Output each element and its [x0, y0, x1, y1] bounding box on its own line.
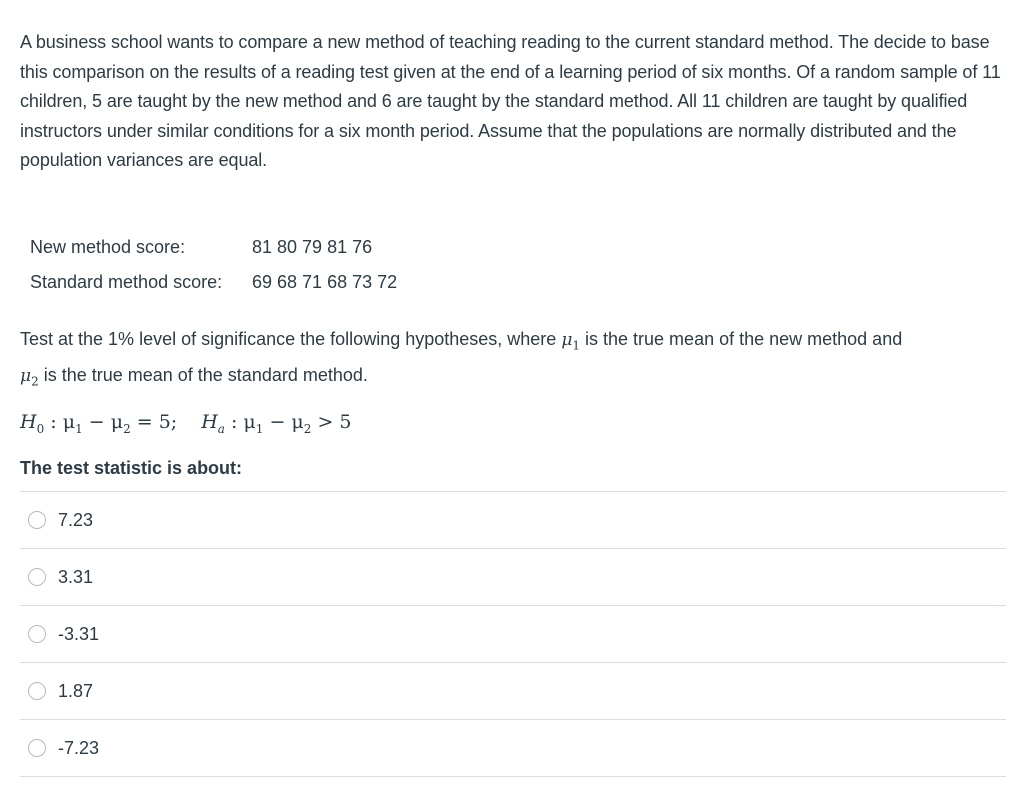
- test-instructions: [20, 324, 1010, 397]
- radio-button[interactable]: [28, 682, 46, 700]
- answer-list: [20, 491, 1006, 777]
- answer-label: -7.23: [58, 737, 100, 758]
- question-prompt: The test statistic is about:: [20, 458, 243, 479]
- hypotheses: [20, 408, 1010, 438]
- answer-label: 3.31: [58, 566, 94, 587]
- radio-button[interactable]: [28, 625, 46, 643]
- answer-label: -3.31: [58, 623, 100, 644]
- answer-option[interactable]: [20, 720, 1006, 777]
- score-values: 81 80 79 81 76: [252, 236, 373, 257]
- score-row-new: [30, 230, 397, 265]
- mu2-symbol: $\mu_2$: [20, 365, 39, 389]
- score-row-standard: [30, 265, 397, 300]
- answer-option[interactable]: [20, 549, 1006, 606]
- null-hypothesis: $H_0$ : $\mu_1 - \mu_2 = 5$;: [20, 410, 178, 436]
- question-intro: A business school wants to compare a new method of teaching reading to the current standard method. The decide to base this comparison on the results of a reading test given at the end of a learning period of six months. Of a random sample of 11 children, 5 are taught by the new method and 6 are taught by the standard method. All 11 children are taught by qualified instructors under similar conditions for a six month period. Assume that the populations are normally distributed and the population variances are equal.: [20, 32, 1001, 170]
- test-text-part3: is the true mean of the standard method.: [38, 364, 368, 385]
- score-label: Standard method score:: [30, 271, 223, 292]
- test-text-part1: Test at the 1% level of significance the following hypotheses, where: [20, 328, 562, 349]
- mu1-symbol: $\mu_1$: [561, 329, 581, 352]
- radio-button[interactable]: [28, 568, 46, 586]
- answer-option[interactable]: [20, 663, 1006, 720]
- alternative-hypothesis: $H_a$ : $\mu_1 - \mu_2 > 5$: [201, 410, 352, 436]
- radio-button[interactable]: [28, 739, 46, 757]
- radio-button[interactable]: [28, 511, 46, 529]
- score-values: 69 68 71 68 73 72: [252, 271, 398, 292]
- question-body: [20, 28, 1010, 479]
- answer-label: 7.23: [58, 509, 94, 530]
- answer-option[interactable]: [20, 606, 1006, 663]
- test-text-part2: is the true mean of the new method and: [580, 328, 903, 349]
- answer-option[interactable]: [20, 492, 1006, 549]
- answer-label: 1.87: [58, 680, 94, 701]
- scores-table: [30, 230, 397, 300]
- score-label: New method score:: [30, 236, 186, 257]
